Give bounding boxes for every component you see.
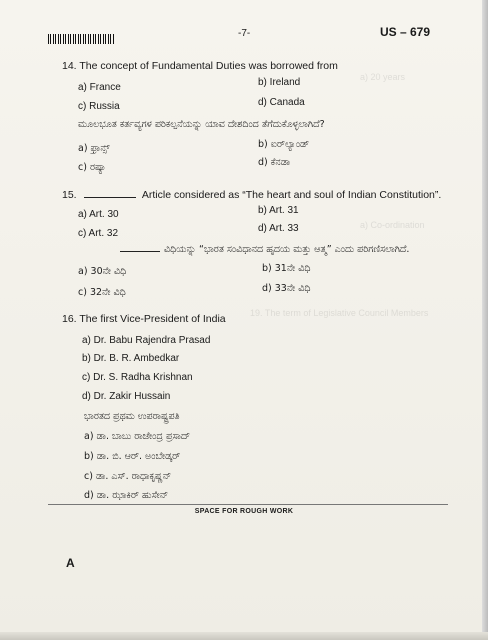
- q15-kannada-option-d[interactable]: d) 33ನೇ ವಿಧಿ: [262, 283, 311, 294]
- question-16: [62, 313, 226, 325]
- q14-kannada-option-d[interactable]: d) ಕೆನಡಾ: [258, 157, 291, 168]
- question-text: The first Vice-President of India: [79, 313, 226, 325]
- question-number: 16.: [62, 313, 77, 325]
- barcode: [48, 34, 114, 44]
- q14-kannada-option-c[interactable]: c) ರಷ್ಯಾ: [78, 162, 107, 173]
- q16-kannada-option-c[interactable]: c) ಡಾ. ಎಸ್. ರಾಧಾಕೃಷ್ಣನ್: [84, 471, 172, 482]
- q16-kannada-option-b[interactable]: b) ಡಾ. ಬಿ. ಆರ್. ಅಂಬೇಡ್ಕರ್: [84, 451, 181, 462]
- q16-kannada-option-d[interactable]: d) ಡಾ. ಝಾಕಿರ್ ಹುಸೇನ್: [84, 490, 169, 501]
- q15-option-a[interactable]: a) Art. 30: [78, 209, 119, 220]
- rough-work-label: SPACE FOR ROUGH WORK: [194, 508, 294, 515]
- question-text: Article considered as “The heart and soul of Indian Constitution”.: [141, 189, 442, 201]
- q14-option-a[interactable]: a) France: [78, 82, 121, 93]
- q14-option-d[interactable]: d) Canada: [258, 97, 305, 108]
- show-through-text: a) 20 years: [360, 72, 406, 82]
- paper-code: US – 679: [380, 25, 431, 39]
- q15-option-d[interactable]: d) Art. 33: [258, 223, 299, 234]
- show-through-text: a) Co-ordination: [360, 220, 425, 230]
- q16-option-b[interactable]: b) Dr. B. R. Ambedkar: [82, 353, 180, 364]
- q16-option-d[interactable]: d) Dr. Zakir Hussain: [82, 391, 171, 402]
- q15-kannada-text: [116, 242, 409, 255]
- rough-work-divider: [48, 504, 448, 505]
- q14-option-b[interactable]: b) Ireland: [258, 77, 301, 88]
- page-number: -7-: [238, 28, 251, 39]
- q16-kannada-text: ಭಾರತದ ಪ್ರಥಮ ಉಪರಾಷ್ಟ್ರಪತಿ: [84, 411, 180, 422]
- question-number: 15.: [62, 189, 77, 201]
- q14-kannada-option-a[interactable]: a) ಫ್ರಾನ್ಸ್: [78, 143, 110, 154]
- q14-kannada-option-b[interactable]: b) ಐರ್‌ಲ್ಯಾಂಡ್: [258, 139, 310, 150]
- q14-kannada-text: ಮೂಲಭೂತ ಕರ್ತವ್ಯಗಳ ಪರಿಕಲ್ಪನೆಯನ್ನು ಯಾವ ದೇಶದಿಂದ ತೆಗೆದುಕೊಳ್ಳಲಾಗಿದೆ?: [78, 119, 325, 130]
- q15-kannada-option-c[interactable]: c) 32ನೇ ವಿಧಿ: [78, 287, 126, 298]
- q16-option-a[interactable]: a) Dr. Babu Rajendra Prasad: [82, 335, 211, 346]
- series-letter: A: [66, 556, 75, 570]
- show-through-text: 19. The term of Legislative Council Members: [250, 308, 429, 318]
- answer-blank: [84, 188, 136, 198]
- answer-blank: [120, 242, 160, 252]
- page-edge: [482, 0, 488, 640]
- q15-kannada-option-a[interactable]: a) 30ನೇ ವಿಧಿ: [78, 266, 127, 277]
- q15-option-c[interactable]: c) Art. 32: [78, 228, 119, 239]
- question-15: [62, 188, 441, 201]
- question-text: The concept of Fundamental Duties was borrowed from: [79, 60, 338, 72]
- q16-kannada-option-a[interactable]: a) ಡಾ. ಬಾಬು ರಾಜೇಂದ್ರ ಪ್ರಸಾದ್: [84, 431, 191, 442]
- q16-option-c[interactable]: c) Dr. S. Radha Krishnan: [82, 372, 193, 383]
- question-number: 14.: [62, 60, 77, 72]
- question-14: [62, 60, 338, 72]
- q14-option-c[interactable]: c) Russia: [78, 101, 120, 112]
- page-bottom-edge: [0, 632, 488, 640]
- q15-kannada-prompt: ವಿಧಿಯನ್ನು “ಭಾರತ ಸಂವಿಧಾನದ ಹೃದಯ ಮತ್ತು ಆತ್ಮ” ಎಂದು ಪರಿಗಣಿಸಲಾಗಿದೆ.: [164, 244, 410, 255]
- q15-kannada-option-b[interactable]: b) 31ನೇ ವಿಧಿ: [262, 263, 311, 274]
- q15-option-b[interactable]: b) Art. 31: [258, 205, 299, 216]
